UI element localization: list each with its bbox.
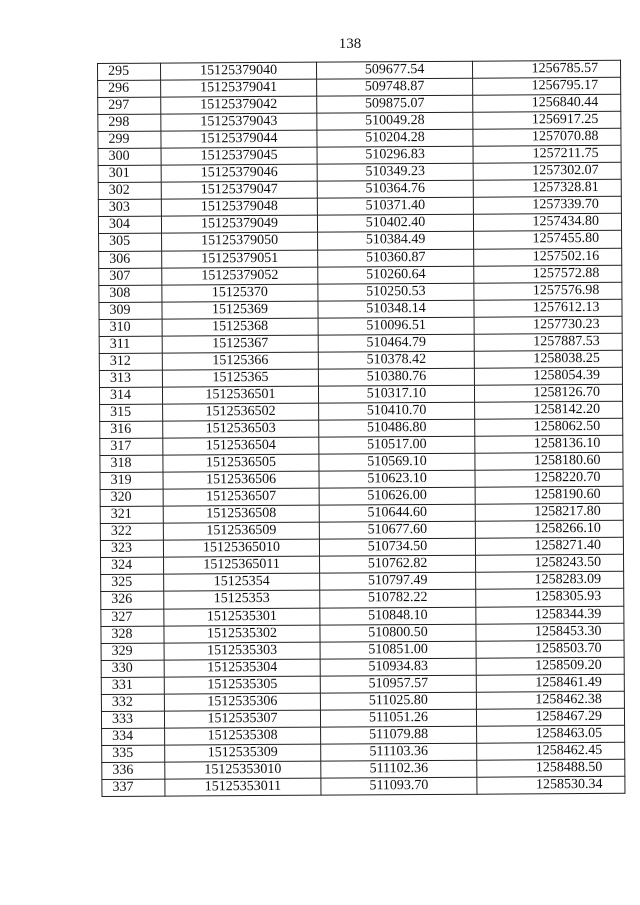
y-coordinate-cell: 1258062.50 <box>475 418 623 436</box>
y-coordinate-cell: 1258142.20 <box>475 401 623 419</box>
point-id-cell: 1512536503 <box>163 420 319 438</box>
row-number-cell: 325 <box>101 575 164 592</box>
y-coordinate-cell: 1258126.70 <box>474 384 622 402</box>
point-id-cell: 15125379046 <box>161 164 317 182</box>
row-number-cell: 306 <box>99 251 162 268</box>
y-coordinate-cell: 1257339.70 <box>473 197 621 215</box>
y-coordinate-cell: 1258467.29 <box>476 708 624 726</box>
x-coordinate-cell: 510348.14 <box>318 300 474 318</box>
row-number-cell: 296 <box>98 80 161 97</box>
x-coordinate-cell: 510049.28 <box>317 112 473 130</box>
y-coordinate-cell: 1258305.93 <box>476 589 624 607</box>
row-number-cell: 313 <box>99 370 162 387</box>
y-coordinate-cell: 1257211.75 <box>473 146 621 164</box>
y-coordinate-cell: 1258453.30 <box>476 623 624 641</box>
row-number-cell: 295 <box>98 63 161 80</box>
x-coordinate-cell: 510957.57 <box>320 675 476 693</box>
point-id-cell: 1512536504 <box>163 437 319 455</box>
y-coordinate-cell: 1258136.10 <box>475 435 623 453</box>
row-number-cell: 330 <box>101 660 164 677</box>
point-id-cell: 15125367 <box>162 335 318 353</box>
point-id-cell: 1512536509 <box>163 522 319 540</box>
point-id-cell: 15125353010 <box>165 761 321 779</box>
row-number-cell: 318 <box>100 455 163 472</box>
x-coordinate-cell: 510204.28 <box>317 129 473 147</box>
y-coordinate-cell: 1258266.10 <box>475 521 623 539</box>
y-coordinate-cell: 1256917.25 <box>473 111 621 129</box>
y-coordinate-cell: 1257576.98 <box>474 282 622 300</box>
row-number-cell: 311 <box>99 336 162 353</box>
coordinate-table-body <box>98 60 625 796</box>
y-coordinate-cell: 1256795.17 <box>473 77 621 95</box>
x-coordinate-cell: 510797.49 <box>320 573 476 591</box>
x-coordinate-cell: 510644.60 <box>319 504 475 522</box>
x-coordinate-cell: 511103.36 <box>321 743 477 761</box>
y-coordinate-cell: 1257887.53 <box>474 333 622 351</box>
x-coordinate-cell: 510800.50 <box>320 624 476 642</box>
point-id-cell: 1512535302 <box>164 625 320 643</box>
point-id-cell: 15125379050 <box>162 233 318 251</box>
row-number-cell: 336 <box>102 762 165 779</box>
point-id-cell: 15125379047 <box>161 181 317 199</box>
y-coordinate-cell: 1258220.70 <box>475 469 623 487</box>
row-number-cell: 333 <box>101 711 164 728</box>
point-id-cell: 15125379041 <box>161 79 317 97</box>
x-coordinate-cell: 510360.87 <box>318 249 474 267</box>
point-id-cell: 15125368 <box>162 318 318 336</box>
y-coordinate-cell: 1256785.57 <box>472 60 620 78</box>
x-coordinate-cell: 510851.00 <box>320 641 476 659</box>
point-id-cell: 15125379040 <box>161 62 317 80</box>
row-number-cell: 332 <box>101 694 164 711</box>
y-coordinate-cell: 1258463.05 <box>477 725 625 743</box>
row-number-cell: 337 <box>102 779 165 796</box>
point-id-cell: 15125353011 <box>165 778 321 796</box>
y-coordinate-cell: 1258190.60 <box>475 486 623 504</box>
row-number-cell: 326 <box>101 592 164 609</box>
row-number-cell: 307 <box>99 268 162 285</box>
x-coordinate-cell: 510410.70 <box>319 402 475 420</box>
x-coordinate-cell: 510626.00 <box>319 487 475 505</box>
row-number-cell: 328 <box>101 626 164 643</box>
x-coordinate-cell: 511025.80 <box>320 692 476 710</box>
y-coordinate-cell: 1258243.50 <box>476 555 624 573</box>
row-number-cell: 331 <box>101 677 164 694</box>
y-coordinate-cell: 1258488.50 <box>477 759 625 777</box>
row-number-cell: 310 <box>99 319 162 336</box>
x-coordinate-cell: 511051.26 <box>320 709 476 727</box>
y-coordinate-cell: 1258344.39 <box>476 606 624 624</box>
row-number-cell: 323 <box>100 540 163 557</box>
x-coordinate-cell: 510848.10 <box>320 607 476 625</box>
point-id-cell: 1512536502 <box>163 403 319 421</box>
row-number-cell: 314 <box>99 387 162 404</box>
point-id-cell: 15125379044 <box>161 130 317 148</box>
row-number-cell: 315 <box>100 404 163 421</box>
x-coordinate-cell: 509677.54 <box>316 61 472 79</box>
point-id-cell: 15125370 <box>162 284 318 302</box>
row-number-cell: 309 <box>99 302 162 319</box>
x-coordinate-cell: 510486.80 <box>319 419 475 437</box>
x-coordinate-cell: 510782.22 <box>320 590 476 608</box>
point-id-cell: 15125365 <box>162 369 318 387</box>
x-coordinate-cell: 510380.76 <box>318 368 474 386</box>
y-coordinate-cell: 1258509.20 <box>476 657 624 675</box>
x-coordinate-cell: 510623.10 <box>319 470 475 488</box>
y-coordinate-cell: 1258054.39 <box>474 367 622 385</box>
y-coordinate-cell: 1257070.88 <box>473 128 621 146</box>
y-coordinate-cell: 1257434.80 <box>473 214 621 232</box>
row-number-cell: 319 <box>100 472 163 489</box>
y-coordinate-cell: 1257302.07 <box>473 163 621 181</box>
point-id-cell: 15125379049 <box>161 216 317 234</box>
y-coordinate-cell: 1258180.60 <box>475 452 623 470</box>
point-id-cell: 1512535308 <box>165 727 321 745</box>
table-row <box>102 776 625 796</box>
point-id-cell: 15125379052 <box>162 267 318 285</box>
y-coordinate-cell: 1258217.80 <box>475 504 623 522</box>
y-coordinate-cell: 1257502.16 <box>474 248 622 266</box>
point-id-cell: 1512536501 <box>162 386 318 404</box>
point-id-cell: 1512535305 <box>164 676 320 694</box>
x-coordinate-cell: 510569.10 <box>319 453 475 471</box>
x-coordinate-cell: 510371.40 <box>317 198 473 216</box>
coordinate-table <box>97 60 625 797</box>
x-coordinate-cell: 510364.76 <box>317 181 473 199</box>
y-coordinate-cell: 1258503.70 <box>476 640 624 658</box>
row-number-cell: 300 <box>98 148 161 165</box>
row-number-cell: 298 <box>98 114 161 131</box>
point-id-cell: 1512535309 <box>165 744 321 762</box>
point-id-cell: 15125369 <box>162 301 318 319</box>
x-coordinate-cell: 509748.87 <box>317 78 473 96</box>
y-coordinate-cell: 1258462.38 <box>476 691 624 709</box>
x-coordinate-cell: 510384.49 <box>318 232 474 250</box>
point-id-cell: 1512536508 <box>163 505 319 523</box>
y-coordinate-cell: 1256840.44 <box>473 94 621 112</box>
point-id-cell: 1512535307 <box>164 710 320 728</box>
point-id-cell: 1512535306 <box>164 693 320 711</box>
x-coordinate-cell: 511102.36 <box>321 760 477 778</box>
x-coordinate-cell: 510250.53 <box>318 283 474 301</box>
point-id-cell: 1512535304 <box>164 659 320 677</box>
row-number-cell: 299 <box>98 131 161 148</box>
row-number-cell: 297 <box>98 97 161 114</box>
row-number-cell: 317 <box>100 438 163 455</box>
row-number-cell: 334 <box>102 728 165 745</box>
row-number-cell: 302 <box>98 182 161 199</box>
point-id-cell: 15125379045 <box>161 147 317 165</box>
y-coordinate-cell: 1258038.25 <box>474 350 622 368</box>
x-coordinate-cell: 510762.82 <box>320 556 476 574</box>
y-coordinate-cell: 1258461.49 <box>476 674 624 692</box>
row-number-cell: 320 <box>100 489 163 506</box>
y-coordinate-cell: 1257455.80 <box>474 231 622 249</box>
x-coordinate-cell: 510349.23 <box>317 163 473 181</box>
point-id-cell: 15125379051 <box>162 250 318 268</box>
point-id-cell: 15125365010 <box>163 539 319 557</box>
row-number-cell: 305 <box>99 234 162 251</box>
point-id-cell: 15125354 <box>164 574 320 592</box>
x-coordinate-cell: 510260.64 <box>318 266 474 284</box>
page-number: 138 <box>338 36 362 52</box>
row-number-cell: 312 <box>99 353 162 370</box>
row-number-cell: 316 <box>100 421 163 438</box>
x-coordinate-cell: 511093.70 <box>321 777 477 795</box>
x-coordinate-cell: 510517.00 <box>319 436 475 454</box>
point-id-cell: 1512535303 <box>164 642 320 660</box>
point-id-cell: 1512536505 <box>163 454 319 472</box>
x-coordinate-cell: 510296.83 <box>317 146 473 164</box>
x-coordinate-cell: 510317.10 <box>318 385 474 403</box>
point-id-cell: 15125365011 <box>164 557 320 575</box>
point-id-cell: 15125353 <box>164 591 320 609</box>
y-coordinate-cell: 1257730.23 <box>474 316 622 334</box>
y-coordinate-cell: 1258283.09 <box>476 572 624 590</box>
y-coordinate-cell: 1258271.40 <box>475 538 623 556</box>
x-coordinate-cell: 510378.42 <box>318 351 474 369</box>
row-number-cell: 322 <box>100 523 163 540</box>
x-coordinate-cell: 511079.88 <box>321 726 477 744</box>
row-number-cell: 324 <box>101 557 164 574</box>
row-number-cell: 335 <box>102 745 165 762</box>
y-coordinate-cell: 1258462.45 <box>477 742 625 760</box>
y-coordinate-cell: 1257328.81 <box>473 180 621 198</box>
y-coordinate-cell: 1257612.13 <box>474 299 622 317</box>
x-coordinate-cell: 509875.07 <box>317 95 473 113</box>
x-coordinate-cell: 510677.60 <box>319 521 475 539</box>
x-coordinate-cell: 510096.51 <box>318 317 474 335</box>
row-number-cell: 303 <box>98 199 161 216</box>
y-coordinate-cell: 1257572.88 <box>474 265 622 283</box>
x-coordinate-cell: 510934.83 <box>320 658 476 676</box>
row-number-cell: 327 <box>101 609 164 626</box>
point-id-cell: 15125379043 <box>161 113 317 131</box>
x-coordinate-cell: 510402.40 <box>317 215 473 233</box>
x-coordinate-cell: 510464.79 <box>318 334 474 352</box>
point-id-cell: 1512536506 <box>163 471 319 489</box>
y-coordinate-cell: 1258530.34 <box>477 776 625 794</box>
row-number-cell: 329 <box>101 643 164 660</box>
point-id-cell: 1512536507 <box>163 488 319 506</box>
point-id-cell: 1512535301 <box>164 608 320 626</box>
point-id-cell: 15125379048 <box>161 199 317 217</box>
row-number-cell: 304 <box>98 217 161 234</box>
point-id-cell: 15125366 <box>162 352 318 370</box>
x-coordinate-cell: 510734.50 <box>319 539 475 557</box>
row-number-cell: 321 <box>100 506 163 523</box>
row-number-cell: 308 <box>99 285 162 302</box>
point-id-cell: 15125379042 <box>161 96 317 114</box>
row-number-cell: 301 <box>98 165 161 182</box>
